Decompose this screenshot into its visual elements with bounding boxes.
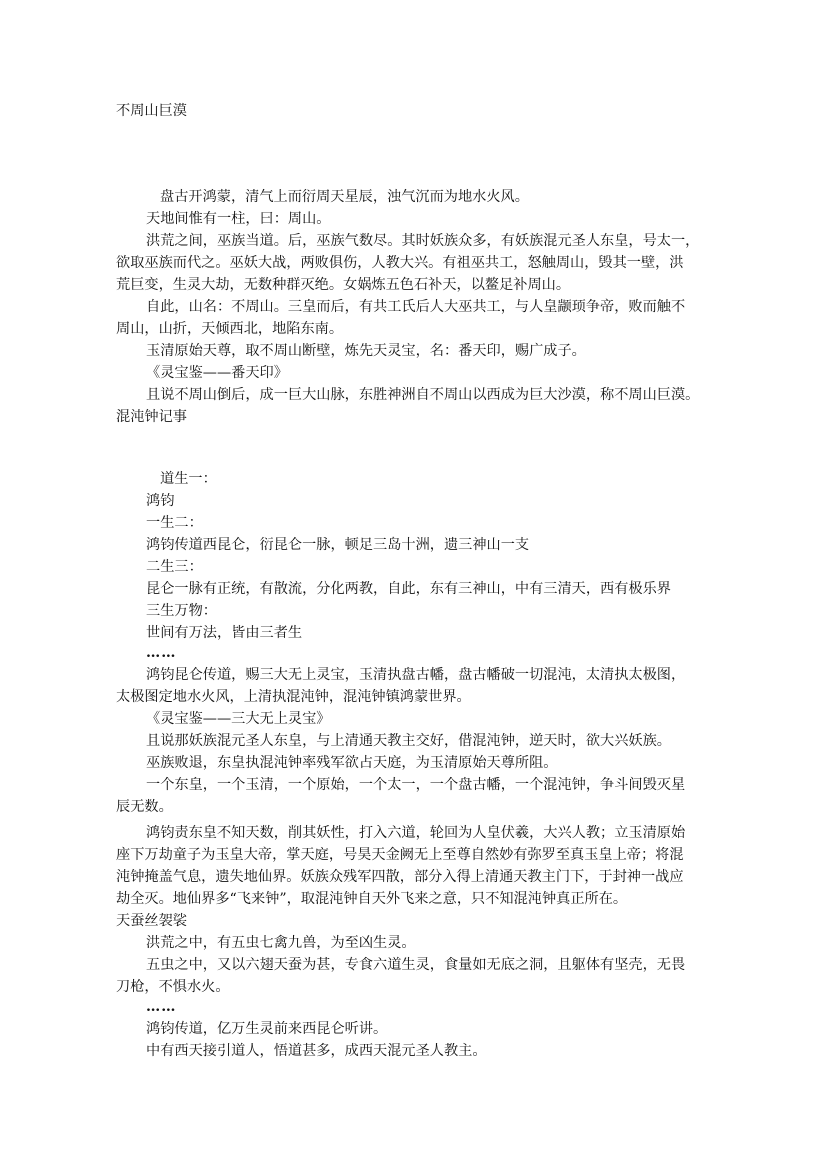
paragraph-line: 中有西天接引道人，悟道甚多，成西天混元圣人教主。 bbox=[146, 1043, 487, 1059]
paragraph-line: 鸿钧昆仑传道，赐三大无上灵宝，玉清执盘古幡，盘古幡破一切混沌，太清执太极图， bbox=[146, 667, 686, 683]
paragraph-line: 欲取巫族而代之。巫妖大战，两败俱伤，人教大兴。有祖巫共工，怒触周山，毁其一壁，洪 bbox=[116, 255, 684, 271]
ellipsis-line: …… bbox=[146, 999, 177, 1015]
paragraph-line: 座下万劫童子为玉皇大帝，掌天庭，号昊天金阙无上至尊自然妙有弥罗至真玉皇上帝；将混 bbox=[116, 847, 684, 863]
paragraph-line: 鸿钧传道，亿万生灵前来西昆仑听讲。 bbox=[146, 1021, 388, 1037]
paragraph-line: 辰无数。 bbox=[116, 799, 173, 815]
paragraph-line: 且说那妖族混元圣人东皇，与上清通天教主交好，借混沌钟，逆天时，欲大兴妖族。 bbox=[146, 733, 671, 749]
paragraph-line: 盘古开鸿蒙，清气上而衍周天星辰，浊气沉而为地水火风。 bbox=[160, 189, 529, 205]
paragraph-line: 昆仑一脉有正统，有散流，分化两教，自此，东有三神山，中有三清天，西有极乐界 bbox=[146, 581, 671, 597]
paragraph-line: 劫全灭。地仙界多“飞来钟”，取混沌钟自天外飞来之意，只不知混沌钟真正所在。 bbox=[116, 891, 628, 907]
paragraph-line: 且说不周山倒后，成一巨大山脉，东胜神洲自不周山以西成为巨大沙漠，称不周山巨漠。 bbox=[146, 387, 700, 403]
paragraph-line: 周山，山折，天倾西北，地陷东南。 bbox=[116, 321, 344, 337]
paragraph-line: 荒巨变，生灵大劫，无数种群灭绝。女娲炼五色石补天，以鳌足补周山。 bbox=[116, 277, 571, 293]
paragraph-line: 二生三： bbox=[146, 559, 203, 575]
ellipsis-line: …… bbox=[146, 645, 177, 661]
paragraph-line: 世间有万法，皆由三者生 bbox=[146, 625, 303, 641]
paragraph-line: 鸿钧责东皇不知天数，削其妖性，打入六道，轮回为人皇伏羲，大兴人教；立玉清原始 bbox=[146, 825, 686, 841]
paragraph-line: 天地间惟有一柱，曰：周山。 bbox=[146, 211, 331, 227]
citation-line: 《灵宝鉴——三大无上灵宝》 bbox=[146, 711, 331, 727]
paragraph-line: 五虫之中，又以六翅天蚕为甚，专食六道生灵，食量如无底之洞，且躯体有坚壳，无畏 bbox=[146, 957, 686, 973]
paragraph-line: 沌钟掩盖气息，遗失地仙界。妖族众残军四散，部分入得上清通天教主门下，于封神一战应 bbox=[116, 869, 684, 885]
paragraph-line: 刀枪，不惧水火。 bbox=[116, 979, 230, 995]
paragraph-line: 鸿钧传道西昆仑，衍昆仑一脉，顿足三岛十洲，遗三神山一支 bbox=[146, 537, 530, 553]
paragraph-line: 太极图定地水火风，上清执混沌钟，混沌钟镇鸿蒙世界。 bbox=[116, 689, 471, 705]
paragraph-line: 三生万物： bbox=[146, 603, 217, 619]
citation-line: 《灵宝鉴——番天印》 bbox=[146, 365, 288, 381]
paragraph-line: 巫族败退，东皇执混沌钟率残军欲占天庭，为玉清原始天尊所阻。 bbox=[146, 755, 558, 771]
section-title: 混沌钟记事 bbox=[116, 409, 187, 425]
paragraph-line: 洪荒之中，有五虫七禽九兽，为至凶生灵。 bbox=[146, 935, 416, 951]
paragraph-line: 一个东皇，一个玉清，一个原始，一个太一，一个盘古幡，一个混沌钟，争斗间毁灭星 bbox=[146, 777, 686, 793]
paragraph-line: 洪荒之间，巫族当道。后，巫族气数尽。其时妖族众多，有妖族混元圣人东皇，号太一， bbox=[146, 233, 700, 249]
paragraph-line: 玉清原始天尊，取不周山断壁，炼先天灵宝，名：番天印，赐广成子。 bbox=[146, 343, 586, 359]
section-title: 天蚕丝袈裟 bbox=[116, 913, 187, 929]
document-title: 不周山巨漠 bbox=[116, 103, 187, 119]
paragraph-line: 自此，山名：不周山。三皇而后，有共工氏后人大巫共工，与人皇颛顼争帝，败而触不 bbox=[146, 299, 686, 315]
paragraph-line: 鸿钧 bbox=[146, 493, 175, 509]
paragraph-line: 一生二： bbox=[146, 515, 203, 531]
paragraph-line: 道生一： bbox=[160, 471, 217, 487]
